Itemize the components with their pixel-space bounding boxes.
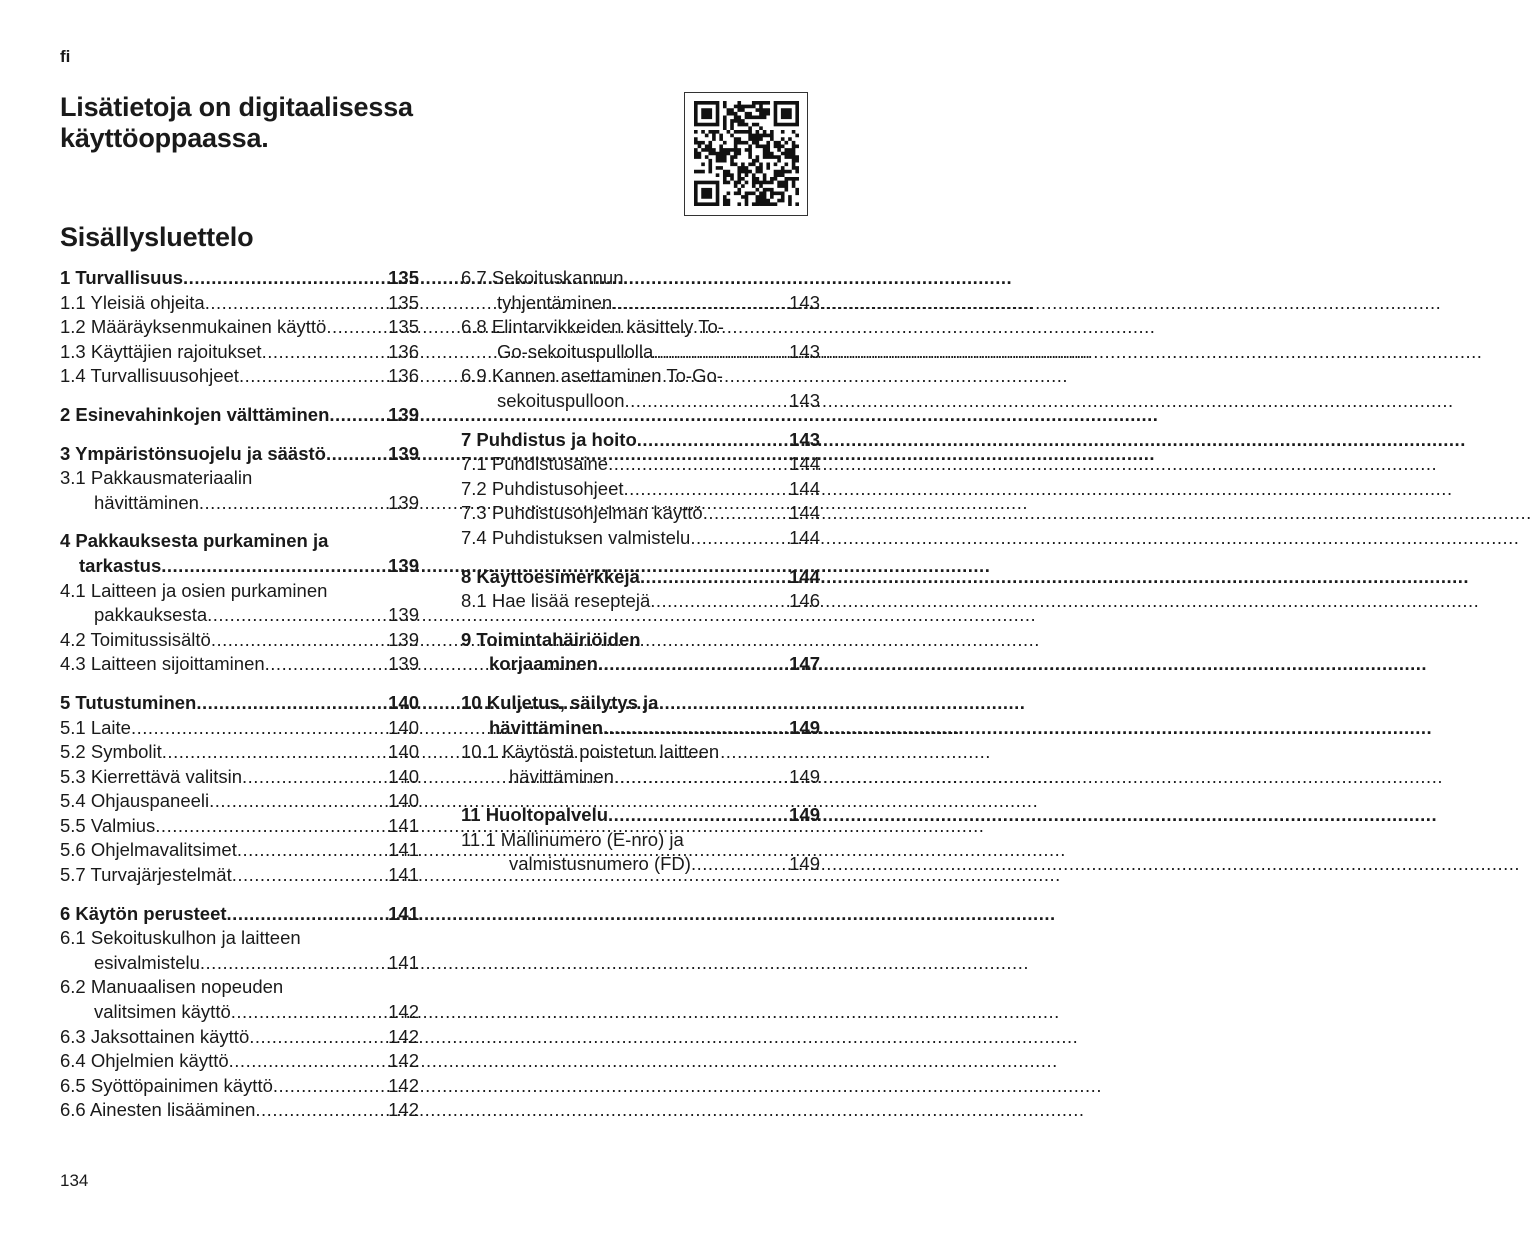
toc-entry-title: 7 Puhdistus ja hoito (461, 428, 637, 450)
toc-entry-title-cont: korjaaminen (489, 653, 598, 675)
toc-entry-title-cont: valitsimen käyttö (94, 1001, 231, 1023)
toc-entry-page: 136 (388, 365, 419, 387)
toc-entry-page: 141 (388, 902, 419, 924)
toc-entry-title-cont: tyhjentäminen (497, 291, 613, 313)
toc-entry[interactable] (461, 565, 820, 590)
toc-entry[interactable] (60, 975, 419, 1024)
toc-entry-title: 8.1 Hae lisää reseptejä (461, 590, 651, 612)
toc-entry[interactable] (461, 589, 820, 614)
toc-entry-title-cont: Go-sekoituspullolla (497, 340, 654, 362)
toc-entry-title: 5.4 Ohjauspaneeli (60, 790, 210, 812)
toc-entry[interactable] (60, 716, 419, 741)
toc-section-7 (461, 428, 820, 551)
toc-entry-page: 144 (789, 565, 820, 587)
toc-section-4 (60, 529, 419, 677)
toc-entry[interactable] (461, 691, 820, 740)
toc-entry-title-cont: hävittäminen (509, 765, 614, 787)
toc-entry-title: 3.1 Pakkausmateriaalin (60, 467, 253, 489)
toc-entry-page: 139 (388, 628, 419, 650)
toc-entry[interactable] (60, 926, 419, 975)
toc-entry-title: 10 Kuljetus, säilytys ja (461, 691, 659, 713)
toc-entry-title: 6.5 Syöttöpainimen käyttö (60, 1074, 273, 1096)
qr-code-icon (694, 101, 799, 206)
toc-entry-page: 144 (789, 526, 820, 548)
toc-entry-page: 141 (388, 951, 419, 973)
toc-entry-title: 11 Huoltopalvelu (461, 804, 609, 826)
toc-entry-page: 135 (388, 267, 419, 288)
toc-entry-title: 1.2 Määräyksenmukainen käyttö (60, 316, 327, 338)
intro-heading: Lisätietoja on digitaalisessa käyttöoppaassa. (60, 92, 413, 153)
toc-column-left (60, 266, 419, 1137)
toc-entry[interactable] (60, 652, 419, 677)
toc-section-5 (60, 691, 419, 888)
toc-entry-page: 139 (388, 554, 419, 576)
toc-entry[interactable] (60, 442, 419, 467)
toc-entry[interactable] (461, 452, 820, 477)
toc-entry-page: 143 (789, 291, 820, 313)
toc-entry-page: 143 (789, 389, 820, 411)
toc-entry-page: 149 (789, 765, 820, 787)
toc-entry[interactable] (60, 838, 419, 863)
toc-entry[interactable] (461, 740, 820, 789)
toc-entry-page: 141 (388, 864, 419, 886)
toc-entry-title: 10.1 Käytöstä poistetun laitteen (461, 741, 720, 763)
toc-entry[interactable] (60, 789, 419, 814)
toc-entry[interactable] (461, 315, 820, 364)
toc-entry-title-cont: esivalmistelu (94, 951, 200, 973)
toc-section-1 (60, 266, 419, 389)
toc-entry[interactable] (60, 529, 419, 578)
toc-section-2 (60, 403, 419, 428)
toc-entry[interactable] (60, 765, 419, 790)
toc-entry-title-cont: pakkauksesta (94, 604, 208, 626)
toc-entry-title: 4.2 Toimitussisältö (60, 628, 211, 650)
toc-entry-page: 142 (388, 1099, 419, 1121)
toc-entry-title: 5.2 Symbolit (60, 741, 162, 763)
toc-entry[interactable] (60, 1049, 419, 1074)
toc-entry[interactable] (60, 403, 419, 428)
toc-entry-title: 6.4 Ohjelmien käyttö (60, 1050, 229, 1072)
toc-entry[interactable] (461, 501, 820, 526)
toc-entry-page: 143 (789, 428, 820, 450)
toc-entry-title: 5.6 Ohjelmavalitsimet (60, 839, 237, 861)
toc-entry[interactable] (60, 364, 419, 389)
toc-entry[interactable] (60, 628, 419, 653)
toc-entry-title: 3 Ympäristönsuojelu ja säästö (60, 442, 326, 464)
toc-entry-title: 11.1 Mallinumero (E-nro) ja (461, 828, 684, 850)
toc-section-9 (461, 628, 820, 677)
toc-entry-title: 5.1 Laite (60, 716, 131, 738)
toc-entry[interactable] (60, 863, 419, 888)
toc-entry[interactable] (60, 902, 419, 927)
toc-entry[interactable] (60, 740, 419, 765)
toc-entry-page: 139 (388, 442, 419, 464)
toc-entry[interactable] (60, 266, 419, 291)
toc-entry[interactable] (461, 266, 820, 315)
toc-entry-page: 142 (388, 1074, 419, 1096)
toc-entry-title-cont: hävittäminen (94, 491, 199, 513)
toc-entry-page: 135 (388, 291, 419, 313)
toc-entry-page: 140 (388, 765, 419, 787)
toc-entry[interactable] (461, 364, 820, 413)
toc-entry[interactable] (60, 340, 419, 365)
toc-entry-page: 149 (789, 716, 820, 738)
toc-entry-title: 4.1 Laitteen ja osien purkaminen (60, 579, 328, 601)
toc-entry-title: 7.3 Puhdistusohjelman käyttö (461, 502, 703, 524)
toc-entry[interactable] (60, 691, 419, 716)
toc-entry-title: 7.4 Puhdistuksen valmistelu (461, 526, 691, 548)
language-code: fi (60, 47, 71, 66)
toc-entry-page: 139 (388, 491, 419, 513)
toc-entry[interactable] (461, 526, 820, 551)
toc-entry-title: 4 Pakkauksesta purkaminen ja (60, 530, 329, 552)
toc-entry-title: 6.6 Ainesten lisääminen (60, 1099, 256, 1121)
toc-entry-title: 1.4 Turvallisuusohjeet (60, 365, 239, 387)
toc-entry[interactable] (461, 828, 820, 877)
toc-entry[interactable] (60, 1025, 419, 1050)
toc-entry-title: 8 Käyttöesimerkkejä (461, 565, 640, 587)
toc-entry-page: 141 (388, 814, 419, 836)
toc-section-11 (461, 803, 820, 877)
toc-entry-page: 136 (388, 340, 419, 362)
toc-entry-title: 5.3 Kierrettävä valitsin (60, 765, 243, 787)
toc-entry[interactable] (60, 1074, 419, 1099)
toc-entry-title: 6.7 Sekoituskannun (461, 267, 624, 288)
toc-entry-title: 9 Toimintahäiriöiden (461, 628, 641, 650)
toc-title: Sisällysluettelo (60, 222, 254, 252)
toc-entry-title: 2 Esinevahinkojen välttäminen (60, 403, 330, 425)
toc-column-right (461, 266, 820, 891)
toc-entry-title: 4.3 Laitteen sijoittaminen (60, 653, 265, 675)
toc-entry-title: 7.1 Puhdistusaine (461, 453, 609, 475)
toc-section-3 (60, 442, 419, 516)
toc-entry-page: 139 (388, 604, 419, 626)
toc-entry-page: 143 (789, 340, 820, 362)
toc-entry-title: 5 Tutustuminen (60, 691, 197, 713)
toc-section-6 (60, 902, 419, 1123)
toc-entry-title: 1.3 Käyttäjien rajoitukset (60, 340, 262, 362)
toc-entry[interactable] (461, 477, 820, 502)
toc-entry-title: 6.1 Sekoituskulhon ja laitteen (60, 927, 301, 949)
toc-entry-title: 6.2 Manuaalisen nopeuden (60, 976, 284, 998)
toc-entry-page: 139 (388, 653, 419, 675)
page-number: 134 (60, 1171, 89, 1190)
toc-section-8 (461, 565, 820, 614)
toc-entry[interactable] (461, 428, 820, 453)
toc-entry-page: 140 (388, 716, 419, 738)
toc-entry-page: 149 (789, 853, 820, 875)
toc-entry-title: 6.3 Jaksottainen käyttö (60, 1025, 250, 1047)
toc-entry-title-cont: hävittäminen (489, 716, 604, 738)
toc-entry[interactable] (461, 803, 820, 828)
toc-entry[interactable] (60, 466, 419, 515)
toc-entry-title: 1.1 Yleisiä ohjeita (60, 291, 205, 313)
toc-entry-page: 139 (388, 403, 419, 425)
toc-entry-page: 140 (388, 741, 419, 763)
toc-entry-title: 5.5 Valmius (60, 814, 156, 836)
toc-entry-title: 1 Turvallisuus (60, 267, 184, 288)
toc-entry-title-cont: tarkastus (79, 554, 162, 576)
toc-entry[interactable] (60, 1098, 419, 1123)
toc-entry-page: 144 (789, 502, 820, 524)
toc-entry[interactable] (60, 315, 419, 340)
toc-entry-page: 144 (789, 477, 820, 499)
toc-entry[interactable] (461, 628, 820, 677)
toc-entry-page: 140 (388, 691, 419, 713)
toc-entry-title: 7.2 Puhdistusohjeet (461, 477, 624, 499)
toc-section-6-continued (461, 266, 820, 414)
toc-entry-title-cont: valmistusnumero (FD) (509, 853, 691, 875)
toc-entry-page: 142 (388, 1001, 419, 1023)
toc-entry-page: 149 (789, 804, 820, 826)
toc-section-10 (461, 691, 820, 789)
toc-entry[interactable] (60, 291, 419, 316)
toc-entry-page: 146 (789, 590, 820, 612)
toc-entry-page: 135 (388, 316, 419, 338)
toc-entry-title: 6.8 Elintarvikkeiden käsittely To- (461, 316, 724, 338)
toc-entry-title-cont: sekoituspulloon (497, 389, 625, 411)
toc-entry-title: 5.7 Turvajärjestelmät (60, 864, 232, 886)
toc-entry-page: 141 (388, 839, 419, 861)
toc-entry-page: 144 (789, 453, 820, 475)
toc-entry-title: 6 Käytön perusteet (60, 902, 227, 924)
toc-entry-title: 6.9 Kannen asettaminen To-Go- (461, 365, 723, 387)
toc-entry-page: 147 (789, 653, 820, 675)
qr-code[interactable] (684, 92, 808, 216)
toc-entry-page: 142 (388, 1025, 419, 1047)
toc-entry[interactable] (60, 579, 419, 628)
toc-entry[interactable] (60, 814, 419, 839)
toc-entry-page: 142 (388, 1050, 419, 1072)
toc-entry-page: 140 (388, 790, 419, 812)
